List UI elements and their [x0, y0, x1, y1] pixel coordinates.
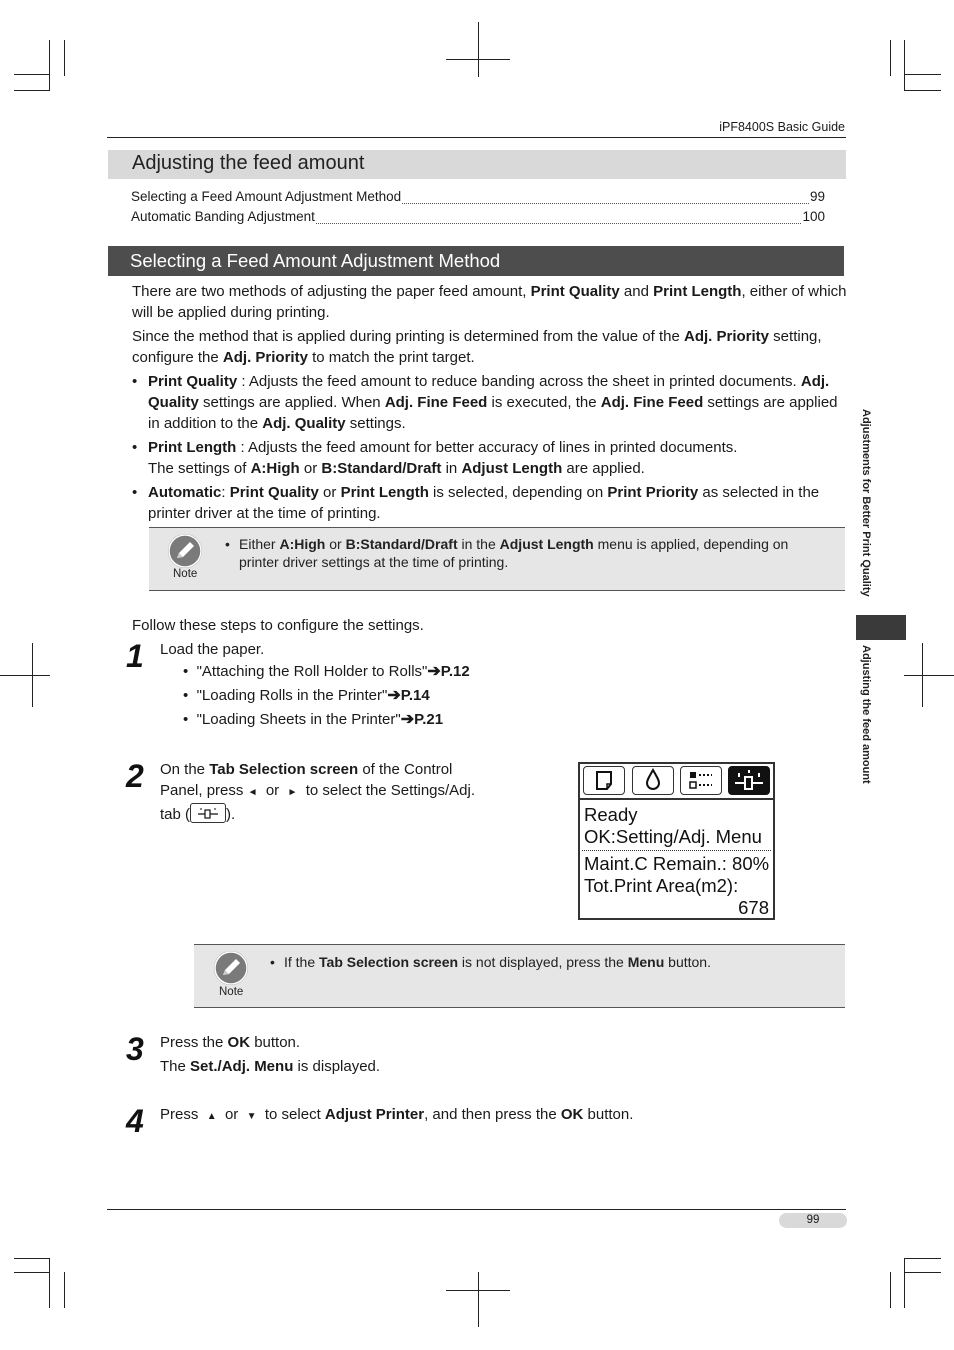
toc-entry-label: Automatic Banding Adjustment	[131, 209, 315, 224]
down-arrow-icon: ▼	[246, 1111, 257, 1122]
step-text: On the Tab Selection screen of the Control Panel, press ◄ or ► to select the Settings/Adj. tab ( ).	[160, 761, 476, 823]
toc-entry-page: 100	[802, 209, 825, 224]
side-tab-marker	[856, 615, 906, 640]
step-text: Press ▲ or ▼ to select Adjust Printer, and then press the OK button.	[160, 1106, 634, 1123]
section-side-label: Adjusting the feed amount	[860, 645, 872, 784]
note-box: Note • If the Tab Selection screen is not displayed, press the Menu button.	[194, 944, 845, 1008]
intro-paragraph: Since the method that is applied during printing is determined from the value of the Adj. Priority setting, configure the Adj. Priority to match the print target.	[132, 328, 822, 366]
page-number: 99	[779, 1213, 847, 1228]
guide-title: iPF8400S Basic Guide	[719, 120, 845, 134]
subsection-title-bar	[108, 246, 844, 276]
pencil-icon	[214, 951, 248, 985]
step-number: 3	[126, 1031, 144, 1067]
toc-entry-label: Selecting a Feed Amount Adjustment Method	[131, 189, 402, 204]
bullet-print-quality: • Print Quality : Adjusts the feed amount to reduce banding across the sheet in printed documents. Adj. Quality settings are applied. When Adj. Fine Feed is executed, the Adj. Fine Feed settings are applied in addition to the Adj. Quality settings.	[132, 373, 838, 432]
lcd-divider	[582, 850, 771, 851]
step-number: 4	[126, 1103, 144, 1139]
step-text: Press the OK button. The Set./Adj. Menu is displayed.	[160, 1034, 381, 1075]
toc-leader	[316, 213, 802, 224]
chapter-side-label: Adjustments for Better Print Quality	[860, 409, 872, 597]
bullet-print-length: • Print Length : Adjusts the feed amount for better accuracy of lines in printed documents. The settings of A:High or B:Standard/Draft in Adjust Length are applied.	[132, 439, 738, 477]
note-label: Note	[173, 568, 198, 580]
subsection-title: Selecting a Feed Amount Adjustment Method	[130, 250, 501, 271]
toc-entry[interactable]	[131, 209, 825, 224]
lcd-line: Ready	[584, 804, 638, 825]
control-panel-display	[578, 762, 775, 920]
lcd-line: Maint.C Remain.: 80%	[584, 853, 770, 874]
lcd-line: 678	[738, 897, 769, 918]
lcd-line: OK:Setting/Adj. Menu	[584, 826, 762, 847]
toc-entry[interactable]	[131, 189, 825, 204]
note-box: Note • Either A:High or B:Standard/Draft in the Adjust Length menu is applied, depending on printer driver settings at the time of printing.	[149, 527, 845, 591]
section-title: Adjusting the feed amount	[132, 152, 365, 174]
step-text: Load the paper.	[160, 641, 265, 658]
step-number: 1	[126, 638, 144, 674]
step-number: 2	[126, 758, 144, 794]
step-links	[183, 660, 470, 732]
bullet-automatic: • Automatic: Print Quality or Print Length is selected, depending on Print Priority as selected in the printer driver at the time of printing.	[132, 484, 820, 522]
link-item[interactable]: • "Attaching the Roll Holder to Rolls"➔P.12	[183, 663, 470, 680]
follow-text: Follow these steps to configure the settings.	[132, 617, 424, 634]
ink-tab-icon[interactable]	[632, 766, 674, 795]
right-arrow-icon: ►	[287, 787, 298, 798]
footer-rule	[107, 1209, 846, 1210]
toc-leader	[402, 193, 809, 204]
toc-entry-page: 99	[809, 189, 825, 204]
settings-tab-icon	[190, 803, 226, 823]
lcd-tab-row	[580, 764, 773, 800]
lcd-line: Tot.Print Area(m2):	[584, 875, 739, 896]
header-rule	[107, 137, 846, 138]
up-arrow-icon: ▲	[206, 1111, 217, 1122]
paper-tab-icon[interactable]	[583, 766, 625, 795]
left-arrow-icon: ◄	[247, 787, 258, 798]
settings-tab-icon[interactable]	[728, 766, 770, 795]
section-title-bar	[108, 150, 846, 179]
job-tab-icon[interactable]	[680, 766, 722, 795]
pencil-icon	[168, 534, 202, 568]
link-item[interactable]: • "Loading Rolls in the Printer"➔P.14	[183, 687, 430, 704]
intro-paragraph: There are two methods of adjusting the paper feed amount, Print Quality and Print Length, either of which will be applied during printing.	[132, 283, 847, 321]
note-label: Note	[219, 986, 244, 998]
link-item[interactable]: • "Loading Sheets in the Printer"➔P.21	[183, 711, 444, 728]
